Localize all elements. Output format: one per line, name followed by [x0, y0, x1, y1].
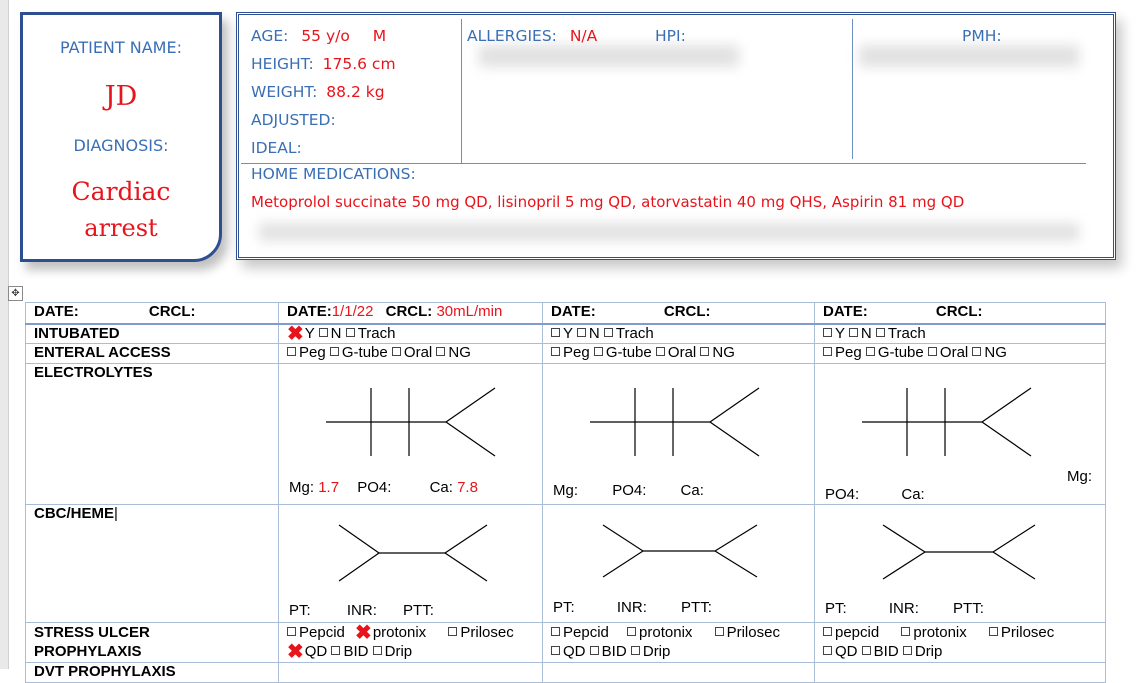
- adjusted-label: ADJUSTED:: [251, 111, 336, 129]
- patient-box: [20, 12, 222, 262]
- inr-label: INR:: [346, 602, 377, 619]
- day2-enteral: [543, 344, 815, 364]
- day3-dvt: [815, 663, 1106, 683]
- checkbox-icon[interactable]: [823, 646, 832, 655]
- enteral-row: [26, 344, 1106, 364]
- enteral-peg[interactable]: Peg: [299, 344, 326, 361]
- day1-lab-values: [289, 479, 478, 496]
- checkbox-icon[interactable]: [866, 347, 875, 356]
- weight-value: 88.2 kg: [326, 83, 385, 101]
- day3-date-label: DATE:: [823, 303, 868, 320]
- checked-x-icon[interactable]: ✖: [287, 641, 304, 663]
- allergies-label: ALLERGIES:: [467, 27, 557, 45]
- enteral-oral[interactable]: Oral: [939, 344, 969, 361]
- day2-intubated: [543, 324, 815, 344]
- enteral-ng[interactable]: NG: [712, 344, 735, 361]
- day3-electrolytes: [815, 364, 1106, 505]
- checked-x-icon[interactable]: ✖: [355, 622, 372, 644]
- intubated-trach[interactable]: Trach: [615, 324, 654, 342]
- checkbox-icon[interactable]: [287, 347, 296, 356]
- cbc-label-text: CBC/HEME: [34, 505, 115, 522]
- redacted-meds-extra: [259, 223, 1079, 241]
- freq-qd[interactable]: QD: [304, 643, 328, 660]
- pt-label: PT:: [289, 602, 311, 619]
- inr-label: INR:: [888, 600, 919, 617]
- checkbox-icon[interactable]: [436, 347, 445, 356]
- patient-name: JD: [104, 81, 138, 112]
- day2-header: [543, 303, 815, 324]
- checkbox-icon[interactable]: [551, 627, 560, 636]
- checkbox-icon[interactable]: [373, 646, 382, 655]
- day3-header: [815, 303, 1106, 324]
- su-protonix[interactable]: protonix: [372, 624, 427, 641]
- checked-x-icon[interactable]: ✖: [287, 323, 304, 344]
- freq-bid[interactable]: BID: [873, 643, 899, 660]
- home-meds-value: Metoprolol succinate 50 mg QD, lisinopril 5 mg QD, atorvastatin 40 mg QHS, Aspirin 81 mg QD: [251, 193, 965, 211]
- ideal-label: IDEAL:: [251, 139, 302, 157]
- day1-dvt: [279, 663, 543, 683]
- checkbox-icon[interactable]: [823, 328, 832, 337]
- freq-qd[interactable]: QD: [835, 643, 858, 660]
- height-line: [251, 55, 396, 73]
- su-pepcid[interactable]: pepcid: [835, 624, 880, 641]
- day1-date[interactable]: 1/1/22: [331, 303, 374, 320]
- enteral-gtube[interactable]: G-tube: [341, 344, 388, 361]
- ptt-label: PTT:: [953, 600, 984, 617]
- allergies-line: [467, 27, 597, 45]
- sex-value: M: [372, 27, 387, 45]
- po4-label: PO4:: [357, 479, 392, 496]
- su-pepcid[interactable]: Pepcid: [299, 624, 345, 641]
- day1-header: [279, 303, 543, 324]
- day2-crcl-label: CRCL:: [663, 303, 711, 320]
- checkbox-icon[interactable]: [330, 347, 339, 356]
- day1-intubated: [279, 324, 543, 344]
- intubated-y[interactable]: Y: [563, 324, 573, 342]
- divider-meds: [241, 163, 1086, 164]
- checkbox-icon[interactable]: [631, 646, 640, 655]
- pt-label: PT:: [553, 599, 575, 616]
- enteral-gtube[interactable]: G-tube: [877, 344, 924, 361]
- weight-label: WEIGHT:: [251, 83, 318, 101]
- ca-label: Ca:: [680, 482, 704, 499]
- checkbox-icon[interactable]: [392, 347, 401, 356]
- prophylaxis-text: PROPHYLAXIS: [34, 643, 142, 660]
- dvt-label: DVT PROPHYLAXIS: [26, 663, 279, 683]
- freq-drip[interactable]: Drip: [914, 643, 943, 660]
- checkbox-icon[interactable]: [901, 627, 910, 636]
- checkbox-icon[interactable]: [903, 646, 912, 655]
- checkbox-icon[interactable]: [448, 627, 457, 636]
- checkbox-icon[interactable]: [823, 627, 832, 636]
- page-gutter: [0, 0, 8, 669]
- enteral-ng[interactable]: NG: [448, 344, 471, 361]
- su-protonix[interactable]: protonix: [639, 624, 693, 641]
- day2-cbc-values: [553, 599, 712, 616]
- table-header-row: [26, 303, 1106, 324]
- stress-ulcer-text: STRESS ULCER: [34, 624, 150, 641]
- date-label: DATE:: [34, 303, 79, 320]
- pmh-label: PMH:: [962, 27, 1002, 45]
- intubated-trach[interactable]: Trach: [357, 324, 396, 342]
- enteral-oral[interactable]: Oral: [667, 344, 697, 361]
- su-protonix[interactable]: protonix: [913, 624, 967, 641]
- bmp-fishbone-icon: [815, 364, 1055, 505]
- table-move-handle[interactable]: ✥: [8, 286, 23, 301]
- day1-cbc-values: [289, 602, 434, 619]
- checkbox-icon[interactable]: [577, 328, 586, 337]
- checkbox-icon[interactable]: [319, 328, 328, 337]
- intubated-label: INTUBATED: [26, 324, 279, 344]
- day1-stress-ulcer: [279, 623, 543, 663]
- day1-electrolytes: [279, 364, 543, 505]
- inr-label: INR:: [616, 599, 647, 616]
- intubated-n[interactable]: N: [860, 324, 872, 342]
- mg-label: Mg:: [553, 482, 579, 499]
- day2-electrolytes: [543, 364, 815, 505]
- day3-lab-values: [825, 486, 925, 503]
- height-label: HEIGHT:: [251, 55, 314, 73]
- enteral-ng[interactable]: NG: [984, 344, 1007, 361]
- header-label-cell: [26, 303, 279, 324]
- checkbox-icon[interactable]: [594, 347, 603, 356]
- day2-stress-ulcer: [543, 623, 815, 663]
- day3-cbc: [815, 505, 1106, 623]
- allergies-value: N/A: [569, 27, 598, 45]
- enteral-peg[interactable]: Peg: [835, 344, 862, 361]
- checkbox-icon[interactable]: [604, 328, 613, 337]
- mg-label: Mg:: [1067, 468, 1093, 485]
- day1-crcl-label: CRCL:: [385, 303, 433, 320]
- electrolytes-row: [26, 364, 1106, 505]
- diagnosis-line-2: arrest: [84, 214, 158, 242]
- day1-enteral: [279, 344, 543, 364]
- intubated-row: [26, 324, 1106, 344]
- enteral-gtube[interactable]: G-tube: [605, 344, 652, 361]
- su-prilosec[interactable]: Prilosec: [460, 624, 514, 641]
- checkbox-icon[interactable]: [972, 347, 981, 356]
- checkbox-icon[interactable]: [590, 646, 599, 655]
- checkbox-icon[interactable]: [627, 627, 636, 636]
- su-pepcid[interactable]: Pepcid: [563, 624, 609, 641]
- checkbox-icon[interactable]: [551, 328, 560, 337]
- pt-label: PT:: [825, 600, 847, 617]
- freq-qd[interactable]: QD: [563, 643, 586, 660]
- ca-label: Ca:: [901, 486, 925, 503]
- checkbox-icon[interactable]: [715, 627, 724, 636]
- cbc-row: [26, 505, 1106, 623]
- ca-label: Ca:: [429, 479, 453, 496]
- age-line: [251, 27, 386, 45]
- checkbox-icon[interactable]: [928, 347, 937, 356]
- monitoring-table: [25, 302, 1106, 683]
- home-meds-label: HOME MEDICATIONS:: [251, 165, 416, 183]
- ptt-label: PTT:: [681, 599, 712, 616]
- po4-label: PO4:: [612, 482, 647, 499]
- day1-date-label: DATE:: [287, 303, 332, 320]
- day2-cbc: [543, 505, 815, 623]
- redacted-hpi: [479, 45, 739, 67]
- intubated-trach[interactable]: Trach: [887, 324, 926, 342]
- cbc-label: CBC/HEME|: [26, 505, 279, 623]
- day3-cbc-values: [825, 600, 984, 617]
- day3-mg-wrap: [1067, 468, 1092, 485]
- patient-name-label: PATIENT NAME:: [60, 38, 182, 57]
- freq-bid[interactable]: BID: [343, 643, 369, 660]
- checkbox-icon[interactable]: [656, 347, 665, 356]
- redacted-pmh: [859, 45, 1079, 67]
- day2-date-label: DATE:: [551, 303, 596, 320]
- checkbox-icon[interactable]: [989, 627, 998, 636]
- patient-info-box: [236, 12, 1116, 260]
- po4-label: PO4:: [825, 486, 860, 503]
- age-value: 55 y/o: [301, 27, 350, 45]
- stress-ulcer-label: [26, 623, 279, 663]
- crcl-label: CRCL:: [148, 303, 196, 320]
- checkbox-icon[interactable]: [876, 328, 885, 337]
- diagnosis-label: DIAGNOSIS:: [73, 136, 169, 155]
- enteral-oral[interactable]: Oral: [403, 344, 433, 361]
- intubated-y[interactable]: Y: [304, 324, 315, 342]
- electrolytes-label: ELECTROLYTES: [26, 364, 279, 505]
- day1-crcl[interactable]: 30mL/min: [436, 303, 503, 320]
- intubated-n[interactable]: N: [588, 324, 600, 342]
- divider-pmh: [852, 19, 853, 159]
- intubated-y[interactable]: Y: [835, 324, 845, 342]
- page-edge: [8, 0, 9, 669]
- intubated-n[interactable]: N: [330, 324, 342, 342]
- su-prilosec[interactable]: Prilosec: [726, 624, 780, 641]
- enteral-label: ENTERAL ACCESS: [26, 344, 279, 364]
- freq-drip[interactable]: Drip: [384, 643, 413, 660]
- day3-crcl-label: CRCL:: [935, 303, 983, 320]
- day1-cbc: [279, 505, 543, 623]
- checkbox-icon[interactable]: [700, 347, 709, 356]
- checkbox-icon[interactable]: [287, 627, 296, 636]
- su-prilosec[interactable]: Prilosec: [1000, 624, 1055, 641]
- checkbox-icon[interactable]: [331, 646, 340, 655]
- day3-intubated: [815, 324, 1106, 344]
- hpi-label: HPI:: [655, 27, 686, 45]
- checkbox-icon[interactable]: [551, 347, 560, 356]
- checkbox-icon[interactable]: [551, 646, 560, 655]
- day2-dvt: [543, 663, 815, 683]
- checkbox-icon[interactable]: [346, 328, 355, 337]
- ptt-label: PTT:: [403, 602, 434, 619]
- freq-bid[interactable]: BID: [601, 643, 627, 660]
- checkbox-icon[interactable]: [823, 347, 832, 356]
- dvt-row: [26, 663, 1106, 683]
- enteral-peg[interactable]: Peg: [563, 344, 590, 361]
- checkbox-icon[interactable]: [862, 646, 871, 655]
- checkbox-icon[interactable]: [849, 328, 858, 337]
- day1-mg[interactable]: 1.7: [318, 479, 340, 496]
- freq-drip[interactable]: Drip: [642, 643, 671, 660]
- height-value: 175.6 cm: [322, 55, 396, 73]
- day3-enteral: [815, 344, 1106, 364]
- divider-allergies: [461, 19, 462, 163]
- day1-ca[interactable]: 7.8: [457, 479, 478, 496]
- mg-label: Mg:: [289, 479, 315, 496]
- day2-lab-values: [553, 482, 704, 499]
- weight-line: [251, 83, 385, 101]
- stress-ulcer-row: [26, 623, 1106, 663]
- age-label: AGE:: [251, 27, 289, 45]
- diagnosis-line-1: Cardiac: [71, 177, 171, 206]
- day3-stress-ulcer: [815, 623, 1106, 663]
